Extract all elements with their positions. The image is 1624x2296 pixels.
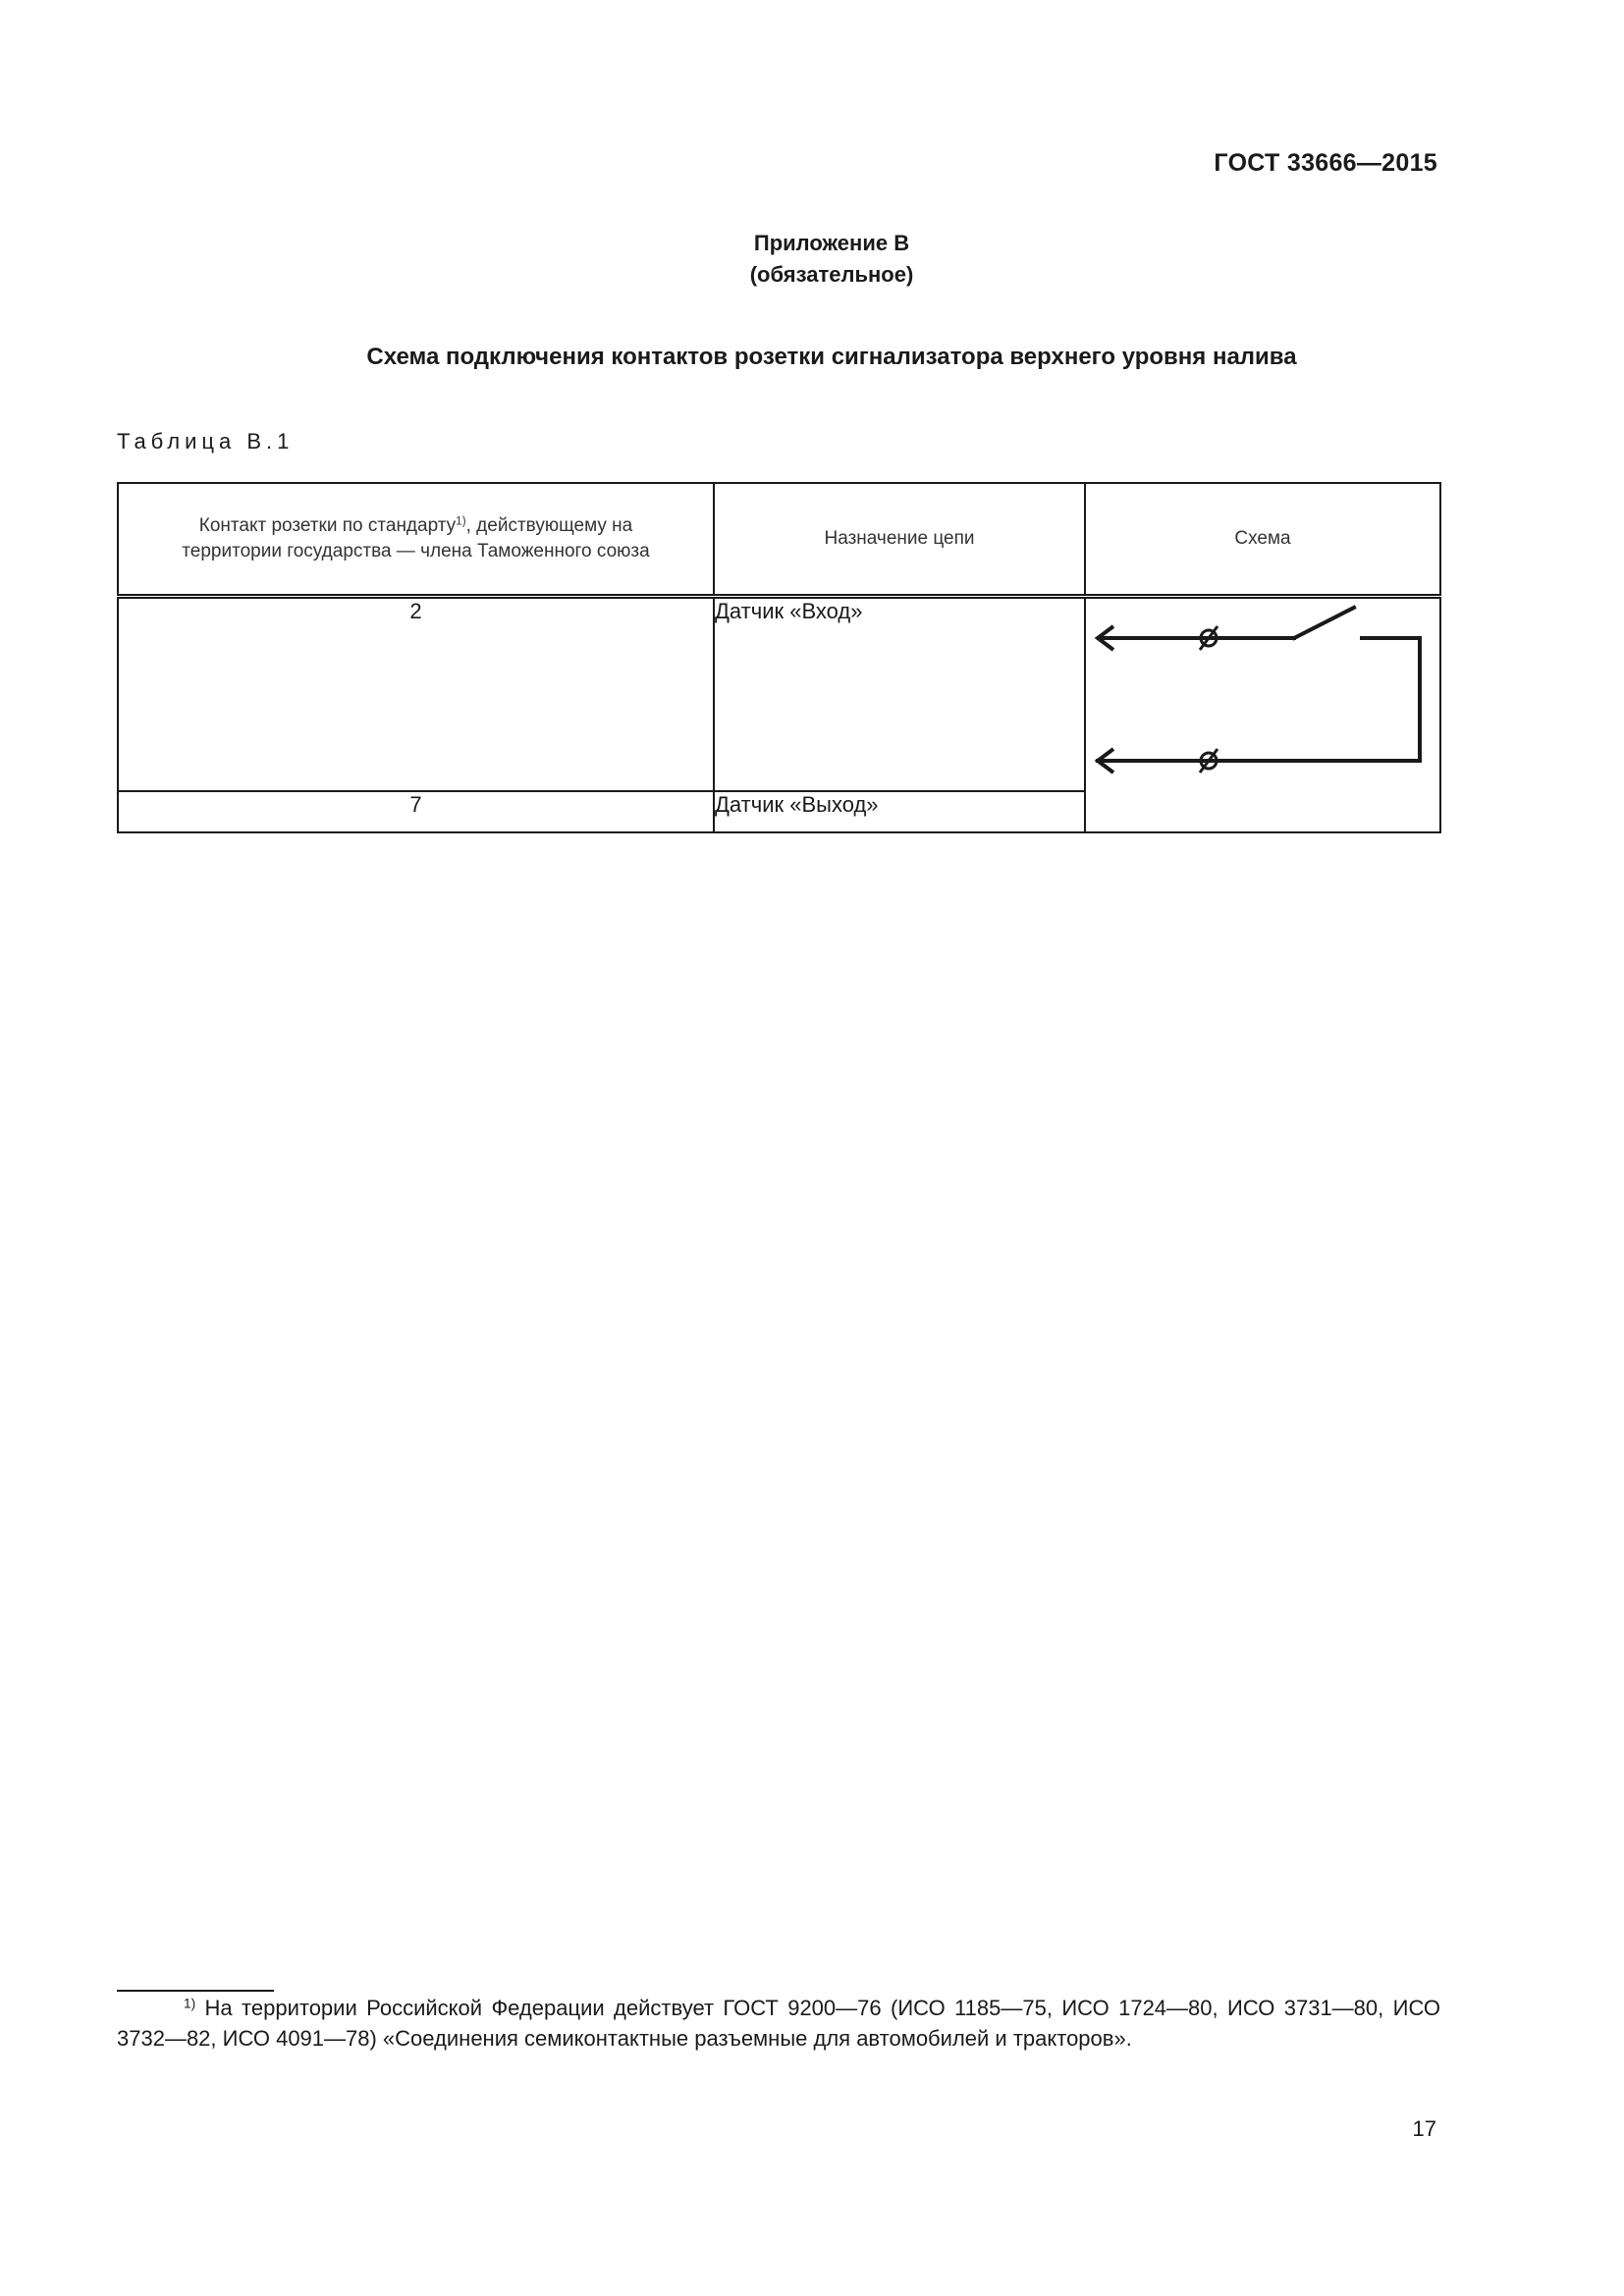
header-contact (118, 483, 714, 597)
table-row (118, 597, 1440, 792)
footnote-mark: 1) (184, 1996, 196, 2011)
table-header-row (118, 483, 1440, 597)
header-footnote-mark: 1) (456, 514, 466, 528)
footnote (117, 1993, 1440, 2054)
row-purpose: Датчик «Выход» (714, 791, 1085, 832)
appendix-status: (обязательное) (749, 262, 914, 287)
row-purpose: Датчик «Вход» (714, 597, 1085, 792)
contacts-table (117, 482, 1441, 833)
appendix-title: Приложение В (753, 231, 910, 255)
appendix-heading (0, 228, 1624, 291)
header-schema: Схема (1085, 483, 1440, 597)
schema-cell (1085, 597, 1440, 833)
row-contact: 2 (118, 597, 714, 792)
switch-circuit-icon (1086, 599, 1441, 832)
page-number: 17 (1412, 2116, 1436, 2141)
section-title: Схема подключения контактов розетки сигнализатора верхнего уровня налива (366, 344, 1297, 370)
footnote-divider (117, 1990, 274, 1992)
document-code: ГОСТ 33666—2015 (1214, 149, 1437, 177)
header-contact-text: Контакт розетки по стандарту (198, 515, 457, 536)
header-contact-rest: , действующему на территории государства — члена Таможенного союза (182, 515, 650, 561)
row-contact: 7 (118, 791, 714, 832)
table-caption: Таблица В.1 (117, 429, 295, 454)
footnote-text: На территории Российской Федерации действует ГОСТ 9200—76 (ИСО 1185—75, ИСО 1724—80, ИСО 3731—80, ИСО 3732—82, ИСО 4091—78) «Соединения семиконтактные разъемные для автомобилей и тракторов». (117, 1996, 1440, 2051)
header-purpose: Назначение цепи (714, 483, 1085, 597)
